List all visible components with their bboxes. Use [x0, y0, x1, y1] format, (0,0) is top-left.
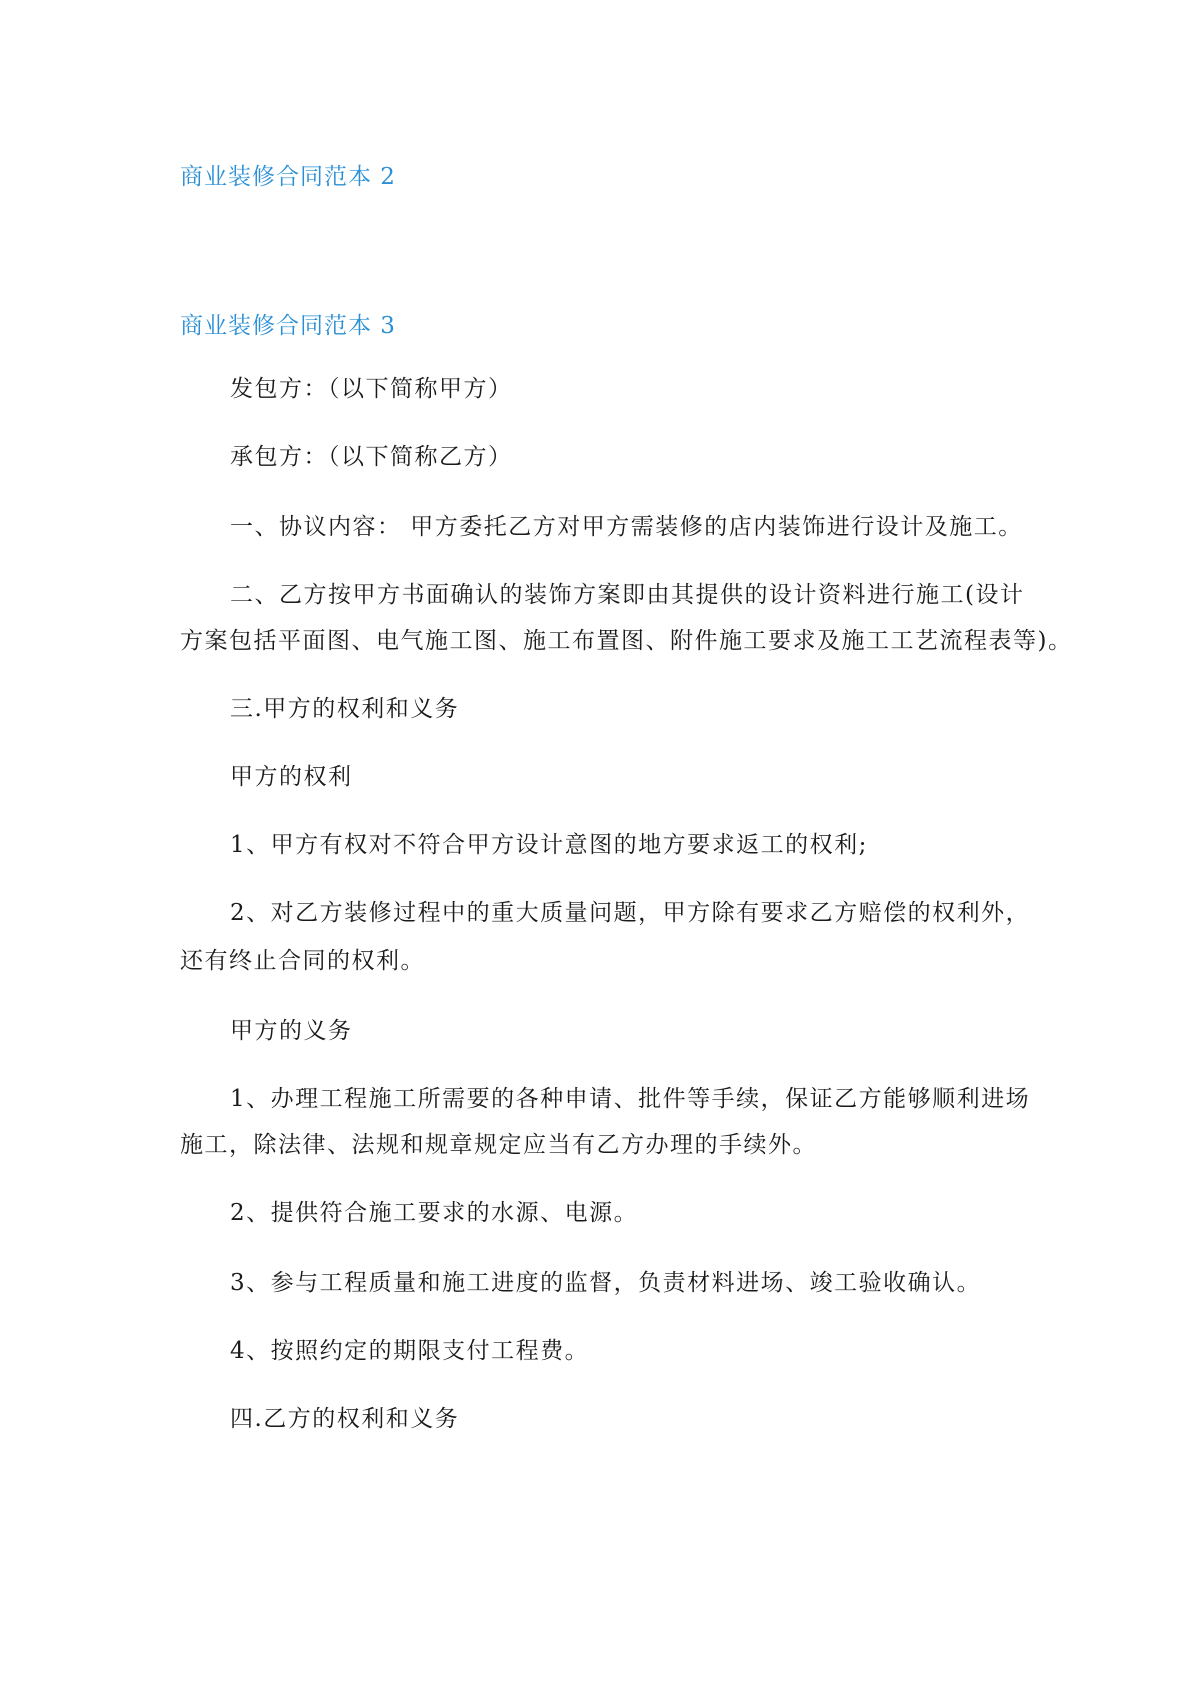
heading-link-template-3[interactable]: 商业装修合同范本 3	[180, 313, 396, 339]
paragraph-agreement-content: 一、协议内容： 甲方委托乙方对甲方需装修的店内装饰进行设计及施工。	[230, 514, 1023, 540]
list-item-duty-4: 4、按照约定的期限支付工程费。	[230, 1338, 590, 1364]
list-item-right-2-line1: 2、对乙方装修过程中的重大质量问题，甲方除有要求乙方赔偿的权利外，	[230, 900, 1031, 926]
section-heading-party-b-rights-duties: 四.乙方的权利和义务	[230, 1406, 460, 1432]
subheading-party-a-rights: 甲方的权利	[230, 764, 353, 790]
section-heading-party-a-rights-duties: 三.甲方的权利和义务	[230, 696, 460, 722]
paragraph-design-plan-line2: 方案包括平面图、电气施工图、施工布置图、附件施工要求及施工工艺流程表等)。	[180, 628, 1073, 654]
list-item-duty-1-line1: 1、办理工程施工所需要的各种申请、批件等手续，保证乙方能够顺利进场	[230, 1086, 1031, 1112]
paragraph-party-b: 承包方：（以下简称乙方）	[230, 444, 513, 470]
list-item-right-1: 1、甲方有权对不符合甲方设计意图的地方要求返工的权利;	[230, 832, 868, 858]
list-item-duty-3: 3、参与工程质量和施工进度的监督，负责材料进场、竣工验收确认。	[230, 1270, 982, 1296]
subheading-party-a-duties: 甲方的义务	[230, 1018, 353, 1044]
paragraph-party-a: 发包方：（以下简称甲方）	[230, 376, 513, 402]
list-item-duty-2: 2、提供符合施工要求的水源、电源。	[230, 1200, 639, 1226]
list-item-right-2-line2: 还有终止合同的权利。	[180, 948, 425, 974]
paragraph-design-plan-line1: 二、乙方按甲方书面确认的装饰方案即由其提供的设计资料进行施工(设计	[230, 582, 1025, 608]
list-item-duty-1-line2: 施工，除法律、法规和规章规定应当有乙方办理的手续外。	[180, 1132, 817, 1158]
heading-link-template-2[interactable]: 商业装修合同范本 2	[180, 164, 396, 190]
